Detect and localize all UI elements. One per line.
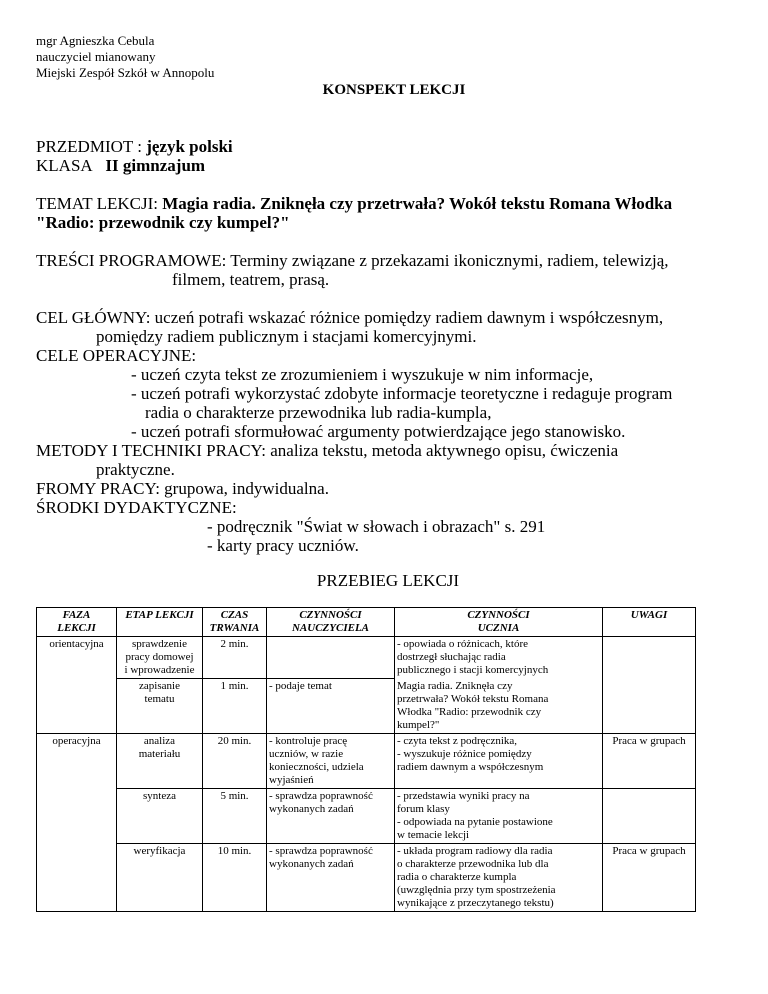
cell-notes xyxy=(603,788,696,843)
operational-goals-label: CELE OPERACYJNE: xyxy=(36,346,197,365)
cell-time: 10 min. xyxy=(203,843,267,911)
cell-time: 1 min. xyxy=(203,679,267,734)
cell-student: - układa program radiowy dla radia o charakterze przewodnika lub dla radia o charakterze kumpla (uwzględnia przy tym spostrzeżenia wynikające z przeczytanego tekstu) xyxy=(395,843,603,911)
cell-stage: sprawdzenie pracy domowej i wprowadzenie xyxy=(117,637,203,679)
topic-line-1 xyxy=(36,194,672,213)
author-role: nauczyciel mianowany xyxy=(36,49,156,64)
lesson-plan-table xyxy=(36,607,696,912)
methods-line-1: METODY I TECHNIKI PRACY: analiza tekstu, metoda aktywnego opisu, ćwiczenia xyxy=(36,441,619,460)
cell-time: 2 min. xyxy=(203,637,267,679)
table-row xyxy=(37,788,696,843)
cell-stage: zapisanie tematu xyxy=(117,679,203,734)
subject-value: język polski xyxy=(146,137,233,156)
cell-phase xyxy=(37,788,117,843)
cell-stage: analiza materiału xyxy=(117,733,203,788)
main-goal-line-2: pomiędzy radiem publicznym i stacjami komercyjnymi. xyxy=(96,327,477,346)
document-title: KONSPEKT LEKCJI xyxy=(322,82,466,98)
header-phase: FAZA LEKCJI xyxy=(37,608,117,637)
table-row xyxy=(37,733,696,788)
subject-label: PRZEDMIOT : xyxy=(36,137,142,156)
author-school: Miejski Zespół Szkół w Annopolu xyxy=(36,65,215,80)
class-label: KLASA xyxy=(36,156,93,175)
cell-stage: weryfikacja xyxy=(117,843,203,911)
cell-time: 5 min. xyxy=(203,788,267,843)
author-name: mgr Agnieszka Cebula xyxy=(36,33,155,48)
forms-line: FROMY PRACY: grupowa, indywidualna. xyxy=(36,479,329,498)
cell-notes: Praca w grupach xyxy=(603,733,696,788)
cell-phase xyxy=(37,679,117,734)
cell-stage: synteza xyxy=(117,788,203,843)
topic-label: TEMAT LEKCJI: xyxy=(36,194,158,213)
cell-notes: Praca w grupach xyxy=(603,843,696,911)
table-header-row xyxy=(37,608,696,637)
main-goal-line-1: CEL GŁÓWNY: uczeń potrafi wskazać różnice pomiędzy radiem dawnym i współczesnym, xyxy=(36,308,664,327)
class-value: II gimnzajum xyxy=(105,156,206,175)
cell-student: - przedstawia wyniki pracy na forum klasy - odpowiada na pytanie postawione w temacie lekcji xyxy=(395,788,603,843)
header-time: CZAS TRWANIA xyxy=(203,608,267,637)
cell-teacher: - sprawdza poprawność wykonanych zadań xyxy=(267,788,395,843)
operational-goal-1: - uczeń czyta tekst ze zrozumieniem i wyszukuje w nim informacje, xyxy=(131,365,594,384)
class-line xyxy=(36,156,205,175)
cell-teacher: - kontroluje pracę uczniów, w razie konieczności, udziela wyjaśnień xyxy=(267,733,395,788)
cell-phase: orientacyjna xyxy=(37,637,117,679)
cell-time: 20 min. xyxy=(203,733,267,788)
topic-text-1: Magia radia. Zniknęła czy przetrwała? Wokół tekstu Romana Włodka xyxy=(162,194,673,213)
course-title: PRZEBIEG LEKCJI xyxy=(316,571,460,590)
operational-goal-2b: radia o charakterze przewodnika lub radia-kumpla, xyxy=(145,403,492,422)
topic-line-2 xyxy=(36,213,290,232)
program-line-1: TREŚCI PROGRAMOWE: Terminy związane z przekazami ikonicznymi, radiem, telewizją, xyxy=(36,251,669,270)
cell-notes xyxy=(603,679,696,734)
means-label: ŚRODKI DYDAKTYCZNE: xyxy=(36,498,237,517)
subject-line xyxy=(36,137,233,156)
cell-teacher: - podaje temat xyxy=(267,679,395,734)
header-student: CZYNNOŚCI UCZNIA xyxy=(395,608,603,637)
program-line-2: filmem, teatrem, prasą. xyxy=(172,270,330,289)
means-item-1: - podręcznik "Świat w słowach i obrazach" s. 291 xyxy=(207,517,546,536)
means-item-2: - karty pracy uczniów. xyxy=(207,536,359,555)
cell-student: - opowiada o różnicach, które dostrzegł słuchając radia publicznego i stacji komercyjnych xyxy=(395,637,603,679)
author-block xyxy=(36,33,214,81)
header-teacher: CZYNNOŚCI NAUCZYCIELA xyxy=(267,608,395,637)
topic-text-2: "Radio: przewodnik czy kumpel?" xyxy=(36,213,290,232)
cell-phase: operacyjna xyxy=(37,733,117,788)
cell-student: Magia radia. Zniknęła czy przetrwała? Wokół tekstu Romana Włodka "Radio: przewodnik czy kumpel?" xyxy=(395,679,603,734)
header-stage: ETAP LEKCJI xyxy=(117,608,203,637)
table-row xyxy=(37,637,696,679)
cell-student: - czyta tekst z podręcznika, - wyszukuje różnice pomiędzy radiem dawnym a współczesnym xyxy=(395,733,603,788)
cell-notes xyxy=(603,637,696,679)
table-row xyxy=(37,843,696,911)
operational-goal-3: - uczeń potrafi sformułować argumenty potwierdzające jego stanowisko. xyxy=(131,422,626,441)
table-row xyxy=(37,679,696,734)
header-notes: UWAGI xyxy=(603,608,696,637)
cell-teacher: - sprawdza poprawność wykonanych zadań xyxy=(267,843,395,911)
cell-teacher xyxy=(267,637,395,679)
methods-line-2: praktyczne. xyxy=(96,460,175,479)
cell-phase xyxy=(37,843,117,911)
operational-goal-2a: - uczeń potrafi wykorzystać zdobyte informacje teoretyczne i redaguje program xyxy=(131,384,673,403)
